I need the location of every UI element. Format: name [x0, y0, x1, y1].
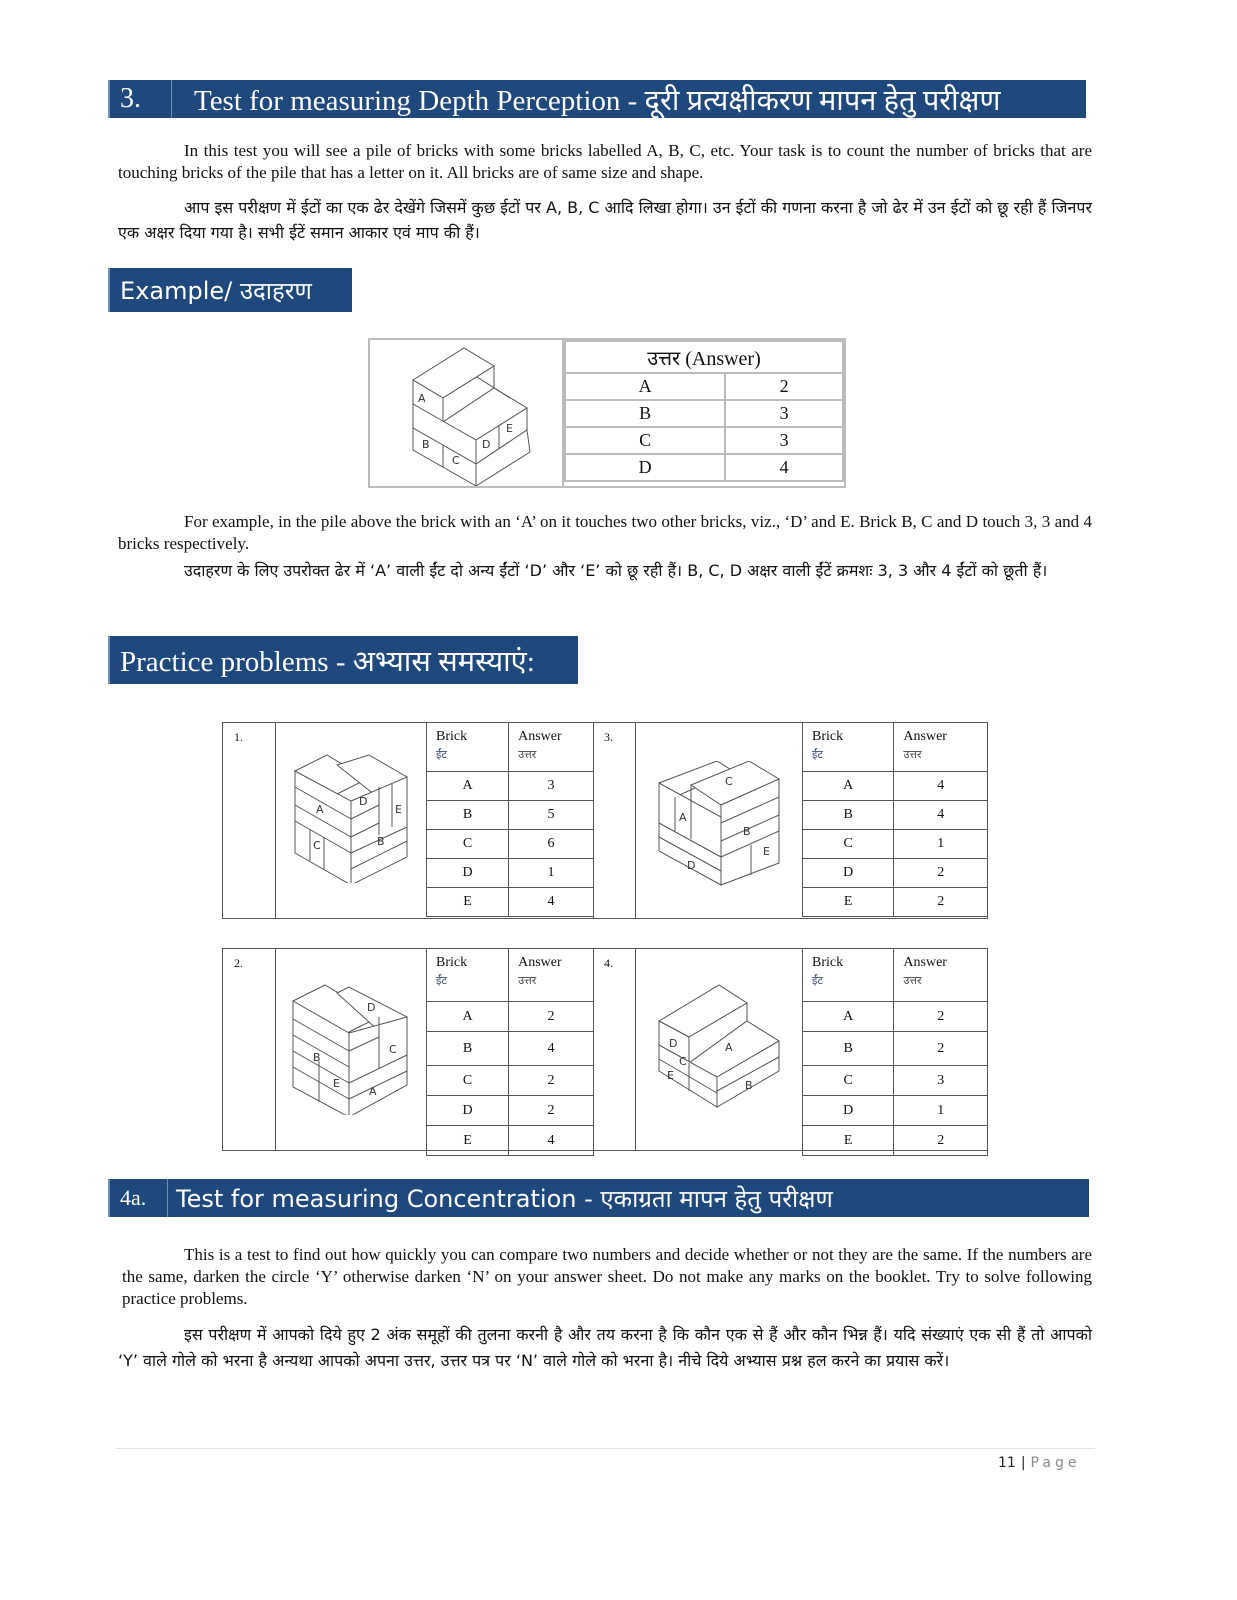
answer-cell: 1: [509, 859, 594, 888]
answer-header: Answer उत्तर: [509, 723, 594, 772]
table-row: [427, 772, 594, 801]
example-brick-figure: [370, 340, 564, 486]
svg-text:D: D: [367, 1001, 376, 1014]
answer-cell: 4: [894, 801, 988, 830]
svg-text:E: E: [763, 845, 770, 858]
answer-cell: 4: [894, 772, 988, 801]
brick-cell: A: [803, 1002, 894, 1032]
example-heading: Example/ उदाहरण: [120, 276, 312, 305]
footer-divider: [115, 1448, 1095, 1449]
svg-text:E: E: [333, 1077, 340, 1090]
problem-3-table: [802, 722, 988, 917]
footer-separator: |: [1020, 1455, 1026, 1471]
table-row: [803, 801, 988, 830]
table-row: [803, 888, 988, 917]
brick-cell: D: [803, 1096, 894, 1126]
intro-en-text: In this test you will see a pile of bricks with some bricks labelled A, B, C, etc. Your task is to count the number of bricks that are touching bricks of the pile that has a letter on it. All bricks are of same size and shape.: [118, 141, 1092, 182]
page-number: 11: [998, 1455, 1016, 1471]
problem-number: 2.: [234, 956, 243, 970]
brick-pile-illustration: [370, 340, 562, 486]
brick-pile-problem-2: [291, 983, 413, 1115]
brick-label-d: D: [482, 438, 491, 451]
svg-text:C: C: [313, 839, 321, 852]
answer-cell: 3: [894, 1066, 988, 1096]
brick-cell: B: [427, 1032, 509, 1066]
brick-cell: D: [803, 859, 894, 888]
brick-label-a: A: [418, 392, 426, 405]
brick-cell: B: [427, 801, 509, 830]
section-3-banner: [108, 80, 1086, 118]
intro-en-text: This is a test to find out how quickly you can compare two numbers and decide whether or not they are the same. If the numbers are the same, darken the circle ‘Y’ otherwise darken ‘N’ on your answer sheet. Do not make any marks on the booklet. Try to solve following practice problems.: [122, 1245, 1092, 1308]
table-row: [427, 1066, 594, 1096]
answer-cell: 1: [894, 1096, 988, 1126]
brick-cell: C: [803, 1066, 894, 1096]
brick-pile-problem-1: [293, 753, 413, 883]
brick-label-b: B: [422, 438, 430, 451]
brick-cell: B: [565, 400, 725, 427]
brick-label-c: C: [452, 454, 460, 467]
answer-cell: 4: [509, 1126, 594, 1156]
svg-text:D: D: [359, 795, 368, 808]
table-row: [427, 888, 594, 917]
answer-header: Answer उत्तर: [894, 949, 988, 1002]
table-row: [803, 1096, 988, 1126]
brick-header: Brick ईंट: [803, 723, 894, 772]
example-table-header: उत्तर (Answer): [565, 341, 843, 373]
page-footer: [998, 1455, 1080, 1471]
brick-cell: A: [565, 373, 725, 400]
section-title: Test for measuring Depth Perception - दूरी प्रत्यक्षीकरण मापन हेतु परीक्षण: [194, 84, 1001, 117]
answer-cell: 4: [509, 1032, 594, 1066]
svg-text:A: A: [725, 1041, 733, 1054]
svg-text:A: A: [369, 1085, 377, 1098]
example-answer-table: [564, 340, 844, 482]
brick-cell: D: [427, 1096, 509, 1126]
section-4a-intro-hi: [118, 1322, 1092, 1374]
table-row: [803, 772, 988, 801]
brick-cell: E: [427, 888, 509, 917]
problem-number: 1.: [234, 730, 243, 744]
table-row: [803, 1002, 988, 1032]
problem-number: 4.: [604, 956, 613, 970]
practice-grid-row-2: [222, 948, 988, 1151]
problem-2-table: [426, 948, 594, 1156]
svg-text:C: C: [679, 1055, 687, 1068]
practice-banner: [108, 636, 578, 684]
brick-pile-problem-3: [657, 761, 782, 886]
answer-cell: 2: [894, 859, 988, 888]
answer-cell: 2: [725, 373, 843, 400]
table-row: [803, 859, 988, 888]
example-banner: [108, 268, 352, 312]
answer-cell: 2: [509, 1002, 594, 1032]
section-title: Test for measuring Concentration - एकाग्रता मापन हेतु परीक्षण: [176, 1184, 833, 1213]
brick-cell: C: [427, 830, 509, 859]
table-row: [427, 1126, 594, 1156]
problem-1-table: [426, 722, 594, 917]
answer-cell: 3: [509, 772, 594, 801]
table-row: [803, 1066, 988, 1096]
svg-text:C: C: [389, 1043, 397, 1056]
intro-hi-text: आप इस परीक्षण में ईटों का एक ढेर देखेंगे जिसमें कुछ ईटों पर A, B, C आदि लिखा होगा। उन ईटों की गणना करना है जो ढेर में उन ईटों को छू रही हैं जिनपर एक अक्षर दिया गया है। सभी ईटें समान आकार एवं माप की हैं।: [118, 198, 1092, 242]
answer-cell: 4: [725, 454, 843, 481]
brick-cell: E: [803, 888, 894, 917]
svg-text:B: B: [745, 1079, 753, 1092]
section-number: 3.: [110, 80, 172, 118]
brick-cell: C: [427, 1066, 509, 1096]
brick-header: Brick ईंट: [427, 723, 509, 772]
svg-text:B: B: [743, 825, 751, 838]
table-row: [565, 373, 843, 400]
section-3-intro-en: [118, 140, 1092, 184]
brick-cell: A: [427, 772, 509, 801]
brick-cell: A: [803, 772, 894, 801]
brick-cell: D: [427, 859, 509, 888]
page-label: Page: [1030, 1455, 1081, 1471]
table-row: [565, 454, 843, 481]
svg-text:C: C: [725, 775, 733, 788]
section-4a-banner: [108, 1179, 1089, 1217]
problem-number: 3.: [604, 730, 613, 744]
problem-4-table: [802, 948, 988, 1156]
svg-text:A: A: [316, 803, 324, 816]
explain-en-text: For example, in the pile above the brick with an ‘A’ on it touches two other bricks, viz., ‘D’ and E. Brick B, C and D touch 3, 3 and 4 bricks respectively.: [118, 512, 1092, 553]
intro-hi-text: इस परीक्षण में आपको दिये हुए 2 अंक समूहों की तुलना करनी है और तय करना है कि कौन एक से हैं और कौन भिन्न हैं। यदि संख्याएं एक सी हैं तो आपको ‘Y’ वाले गोले को भरना है अन्यथा आपको अपना उत्तर, उत्तर पत्र पर ‘N’ वाले गोले को भरना है। नीचे दिये अभ्यास प्रश्न हल करने का प्रयास करें।: [118, 1325, 1092, 1370]
svg-text:E: E: [667, 1069, 674, 1082]
brick-header: Brick ईंट: [803, 949, 894, 1002]
brick-header: Brick ईंट: [427, 949, 509, 1002]
brick-label-e: E: [506, 422, 513, 435]
brick-cell: E: [427, 1126, 509, 1156]
brick-cell: B: [803, 1032, 894, 1066]
answer-cell: 4: [509, 888, 594, 917]
brick-cell: C: [803, 830, 894, 859]
example-explanation-hi: [118, 558, 1092, 583]
svg-text:D: D: [669, 1037, 678, 1050]
svg-text:D: D: [687, 859, 696, 872]
svg-text:B: B: [313, 1051, 321, 1064]
brick-cell: C: [565, 427, 725, 454]
example-box: [368, 338, 846, 488]
answer-cell: 2: [509, 1096, 594, 1126]
answer-header: Answer उत्तर: [894, 723, 988, 772]
answer-cell: 2: [894, 1032, 988, 1066]
answer-cell: 2: [894, 1002, 988, 1032]
table-row: [427, 801, 594, 830]
svg-text:E: E: [395, 803, 402, 816]
table-row: [427, 859, 594, 888]
practice-heading: Practice problems - अभ्यास समस्याएं:: [120, 645, 535, 678]
answer-cell: 6: [509, 830, 594, 859]
brick-cell: B: [803, 801, 894, 830]
example-explanation-en: [118, 511, 1092, 555]
svg-text:A: A: [679, 811, 687, 824]
answer-header: Answer उत्तर: [509, 949, 594, 1002]
answer-cell: 1: [894, 830, 988, 859]
answer-cell: 3: [725, 427, 843, 454]
brick-cell: D: [565, 454, 725, 481]
table-row: [427, 1002, 594, 1032]
table-row: [565, 427, 843, 454]
practice-grid-row-1: [222, 722, 988, 919]
section-3-intro-hi: [118, 195, 1092, 245]
table-row: [565, 400, 843, 427]
answer-cell: 2: [509, 1066, 594, 1096]
brick-cell: E: [803, 1126, 894, 1156]
answer-cell: 2: [894, 1126, 988, 1156]
table-row: [803, 1126, 988, 1156]
table-row: [427, 1096, 594, 1126]
table-row: [803, 830, 988, 859]
section-4a-intro-en: [122, 1244, 1092, 1310]
table-row: [803, 1032, 988, 1066]
explain-hi-text: उदाहरण के लिए उपरोक्त ढेर में ‘A’ वाली ईंट दो अन्य ईंटों ‘D’ और ‘E’ को छू रही हैं। B, C, D अक्षर वाली ईंटें क्रमशः 3, 3 और 4 ईंटों को छूती हैं।: [184, 561, 1048, 580]
brick-pile-problem-4: [657, 983, 782, 1108]
table-row: [427, 830, 594, 859]
answer-cell: 5: [509, 801, 594, 830]
answer-cell: 3: [725, 400, 843, 427]
answer-cell: 2: [894, 888, 988, 917]
brick-cell: A: [427, 1002, 509, 1032]
svg-text:B: B: [377, 835, 385, 848]
section-number: 4a.: [110, 1179, 168, 1217]
table-row: [427, 1032, 594, 1066]
